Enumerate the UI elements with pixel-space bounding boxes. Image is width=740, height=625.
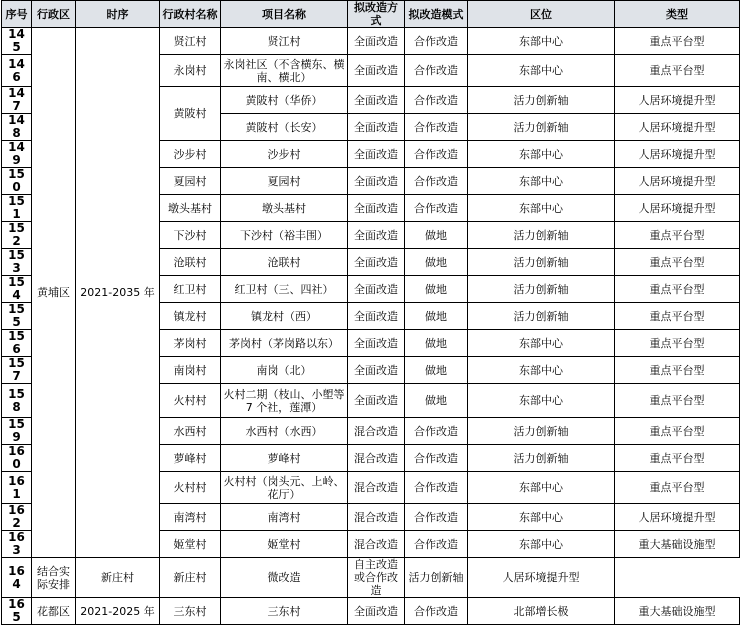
row-no: 151 xyxy=(2,195,32,222)
project-cell: 新庄村 xyxy=(160,558,221,598)
type-cell: 人居环境提升型 xyxy=(615,87,740,114)
location-cell: 活力创新轴 xyxy=(468,418,615,445)
type-cell: 人居环境提升型 xyxy=(615,195,740,222)
type-cell: 重点平台型 xyxy=(615,222,740,249)
project-cell: 墩头基村 xyxy=(221,195,348,222)
header-period: 时序 xyxy=(76,1,160,28)
project-cell: 夏园村 xyxy=(221,168,348,195)
mode-cell: 做地 xyxy=(405,249,468,276)
project-cell: 火村村（岗头元、上岭、花厅） xyxy=(221,472,348,504)
project-cell: 南湾村 xyxy=(221,504,348,531)
method-cell: 全面改造 xyxy=(348,222,405,249)
mode-cell: 合作改造 xyxy=(405,55,468,87)
project-cell: 下沙村（裕丰围） xyxy=(221,222,348,249)
mode-cell: 合作改造 xyxy=(405,195,468,222)
village-cell: 火村村 xyxy=(160,384,221,418)
project-cell: 火村二期（枝山、小塱等 7 个社，莲潭） xyxy=(221,384,348,418)
project-cell: 茅岗村（茅岗路以东） xyxy=(221,330,348,357)
location-cell: 东部中心 xyxy=(468,472,615,504)
row-no: 163 xyxy=(2,531,32,558)
village-cell: 火村村 xyxy=(160,472,221,504)
row-no: 148 xyxy=(2,114,32,141)
village-cell: 三东村 xyxy=(160,598,221,625)
row-no: 149 xyxy=(2,141,32,168)
project-cell: 黄陂村（华侨） xyxy=(221,87,348,114)
village-cell: 镇龙村 xyxy=(160,303,221,330)
row-no: 156 xyxy=(2,330,32,357)
location-cell: 东部中心 xyxy=(468,195,615,222)
location-cell: 东部中心 xyxy=(468,55,615,87)
type-cell: 重点平台型 xyxy=(615,303,740,330)
mode-cell: 合作改造 xyxy=(405,168,468,195)
method-cell: 全面改造 xyxy=(348,384,405,418)
village-cell: 萝峰村 xyxy=(160,445,221,472)
method-cell: 全面改造 xyxy=(348,195,405,222)
type-cell: 人居环境提升型 xyxy=(468,558,615,598)
district-cell: 黄埔区 xyxy=(32,28,76,558)
type-cell: 重大基础设施型 xyxy=(615,531,740,558)
location-cell: 活力创新轴 xyxy=(468,249,615,276)
location-cell: 东部中心 xyxy=(468,330,615,357)
mode-cell: 合作改造 xyxy=(405,141,468,168)
row-no: 152 xyxy=(2,222,32,249)
table-row xyxy=(2,28,740,55)
village-cell: 南湾村 xyxy=(160,504,221,531)
method-cell: 全面改造 xyxy=(348,303,405,330)
method-cell: 全面改造 xyxy=(348,598,405,625)
method-cell: 全面改造 xyxy=(348,28,405,55)
mode-cell: 合作改造 xyxy=(405,87,468,114)
table-row xyxy=(2,558,740,598)
village-cell: 新庄村 xyxy=(76,558,160,598)
location-cell: 东部中心 xyxy=(468,141,615,168)
row-no: 154 xyxy=(2,276,32,303)
row-no: 158 xyxy=(2,384,32,418)
header-project: 项目名称 xyxy=(221,1,348,28)
village-cell: 沧联村 xyxy=(160,249,221,276)
project-cell: 水西村（水西） xyxy=(221,418,348,445)
village-renovation-table xyxy=(1,0,740,625)
mode-cell: 做地 xyxy=(405,330,468,357)
type-cell: 人居环境提升型 xyxy=(615,504,740,531)
mode-cell: 合作改造 xyxy=(405,598,468,625)
mode-cell: 做地 xyxy=(405,357,468,384)
mode-cell: 做地 xyxy=(405,222,468,249)
header-location: 区位 xyxy=(468,1,615,28)
mode-cell: 自主改造或合作改造 xyxy=(348,558,405,598)
project-cell: 贤江村 xyxy=(221,28,348,55)
method-cell: 混合改造 xyxy=(348,504,405,531)
method-cell: 混合改造 xyxy=(348,531,405,558)
village-cell: 茅岗村 xyxy=(160,330,221,357)
type-cell: 人居环境提升型 xyxy=(615,141,740,168)
type-cell: 重点平台型 xyxy=(615,418,740,445)
location-cell: 活力创新轴 xyxy=(468,303,615,330)
type-cell: 重点平台型 xyxy=(615,330,740,357)
header-row xyxy=(2,1,740,28)
mode-cell: 做地 xyxy=(405,384,468,418)
location-cell: 活力创新轴 xyxy=(468,445,615,472)
village-cell: 南岗村 xyxy=(160,357,221,384)
row-no: 155 xyxy=(2,303,32,330)
village-cell: 永岗村 xyxy=(160,55,221,87)
method-cell: 全面改造 xyxy=(348,357,405,384)
method-cell: 全面改造 xyxy=(348,114,405,141)
location-cell: 活力创新轴 xyxy=(468,276,615,303)
mode-cell: 做地 xyxy=(405,303,468,330)
project-cell: 黄陂村（长安） xyxy=(221,114,348,141)
mode-cell: 合作改造 xyxy=(405,504,468,531)
row-no: 159 xyxy=(2,418,32,445)
type-cell: 重点平台型 xyxy=(615,276,740,303)
row-no: 164 xyxy=(2,558,32,598)
header-method: 拟改造方式 xyxy=(348,1,405,28)
method-cell: 全面改造 xyxy=(348,330,405,357)
method-cell: 混合改造 xyxy=(348,418,405,445)
method-cell: 全面改造 xyxy=(348,55,405,87)
type-cell: 重点平台型 xyxy=(615,55,740,87)
mode-cell: 合作改造 xyxy=(405,418,468,445)
project-cell: 永岗社区（不含横东、横南、横北） xyxy=(221,55,348,87)
method-cell: 全面改造 xyxy=(348,87,405,114)
location-cell: 活力创新轴 xyxy=(468,87,615,114)
row-no: 147 xyxy=(2,87,32,114)
district-cell: 花都区 xyxy=(32,598,76,625)
project-cell: 南岗（北） xyxy=(221,357,348,384)
method-cell: 微改造 xyxy=(221,558,348,598)
project-cell: 红卫村（三、四社） xyxy=(221,276,348,303)
method-cell: 混合改造 xyxy=(348,445,405,472)
row-no: 161 xyxy=(2,472,32,504)
row-no: 145 xyxy=(2,28,32,55)
village-cell: 红卫村 xyxy=(160,276,221,303)
village-cell: 姬堂村 xyxy=(160,531,221,558)
location-cell: 东部中心 xyxy=(468,168,615,195)
method-cell: 全面改造 xyxy=(348,249,405,276)
period-cell: 2021-2035 年 xyxy=(76,28,160,558)
row-no: 150 xyxy=(2,168,32,195)
mode-cell: 合作改造 xyxy=(405,445,468,472)
village-cell: 下沙村 xyxy=(160,222,221,249)
type-cell: 重点平台型 xyxy=(615,28,740,55)
row-no: 146 xyxy=(2,55,32,87)
row-no: 165 xyxy=(2,598,32,625)
header-mode: 拟改造模式 xyxy=(405,1,468,28)
method-cell: 全面改造 xyxy=(348,141,405,168)
project-cell: 三东村 xyxy=(221,598,348,625)
row-no: 160 xyxy=(2,445,32,472)
period-cell: 2021-2025 年 xyxy=(76,598,160,625)
village-cell: 夏园村 xyxy=(160,168,221,195)
village-cell: 贤江村 xyxy=(160,28,221,55)
project-cell: 镇龙村（西） xyxy=(221,303,348,330)
location-cell: 活力创新轴 xyxy=(468,114,615,141)
header-village: 行政村名称 xyxy=(160,1,221,28)
project-cell: 沙步村 xyxy=(221,141,348,168)
type-cell: 重大基础设施型 xyxy=(615,598,740,625)
location-cell: 东部中心 xyxy=(468,504,615,531)
location-cell: 活力创新轴 xyxy=(468,222,615,249)
method-cell: 全面改造 xyxy=(348,168,405,195)
type-cell: 人居环境提升型 xyxy=(615,168,740,195)
location-cell: 北部增长极 xyxy=(468,598,615,625)
project-cell: 沧联村 xyxy=(221,249,348,276)
location-cell: 活力创新轴 xyxy=(405,558,468,598)
location-cell: 东部中心 xyxy=(468,531,615,558)
type-cell: 重点平台型 xyxy=(615,472,740,504)
mode-cell: 合作改造 xyxy=(405,531,468,558)
location-cell: 东部中心 xyxy=(468,28,615,55)
period-cell: 结合实际安排 xyxy=(32,558,76,598)
header-type: 类型 xyxy=(615,1,740,28)
type-cell: 重点平台型 xyxy=(615,249,740,276)
village-cell: 水西村 xyxy=(160,418,221,445)
header-district: 行政区 xyxy=(32,1,76,28)
village-cell: 沙步村 xyxy=(160,141,221,168)
method-cell: 全面改造 xyxy=(348,276,405,303)
village-cell: 黄陂村 xyxy=(160,87,221,141)
mode-cell: 合作改造 xyxy=(405,114,468,141)
type-cell: 重点平台型 xyxy=(615,445,740,472)
type-cell: 人居环境提升型 xyxy=(615,114,740,141)
location-cell: 东部中心 xyxy=(468,384,615,418)
village-cell: 墩头基村 xyxy=(160,195,221,222)
method-cell: 混合改造 xyxy=(348,472,405,504)
row-no: 157 xyxy=(2,357,32,384)
location-cell: 东部中心 xyxy=(468,357,615,384)
type-cell: 重点平台型 xyxy=(615,384,740,418)
project-cell: 萝峰村 xyxy=(221,445,348,472)
mode-cell: 合作改造 xyxy=(405,472,468,504)
project-cell: 姬堂村 xyxy=(221,531,348,558)
row-no: 153 xyxy=(2,249,32,276)
row-no: 162 xyxy=(2,504,32,531)
table-row xyxy=(2,598,740,625)
header-no: 序号 xyxy=(2,1,32,28)
mode-cell: 做地 xyxy=(405,276,468,303)
mode-cell: 合作改造 xyxy=(405,28,468,55)
type-cell: 重点平台型 xyxy=(615,357,740,384)
